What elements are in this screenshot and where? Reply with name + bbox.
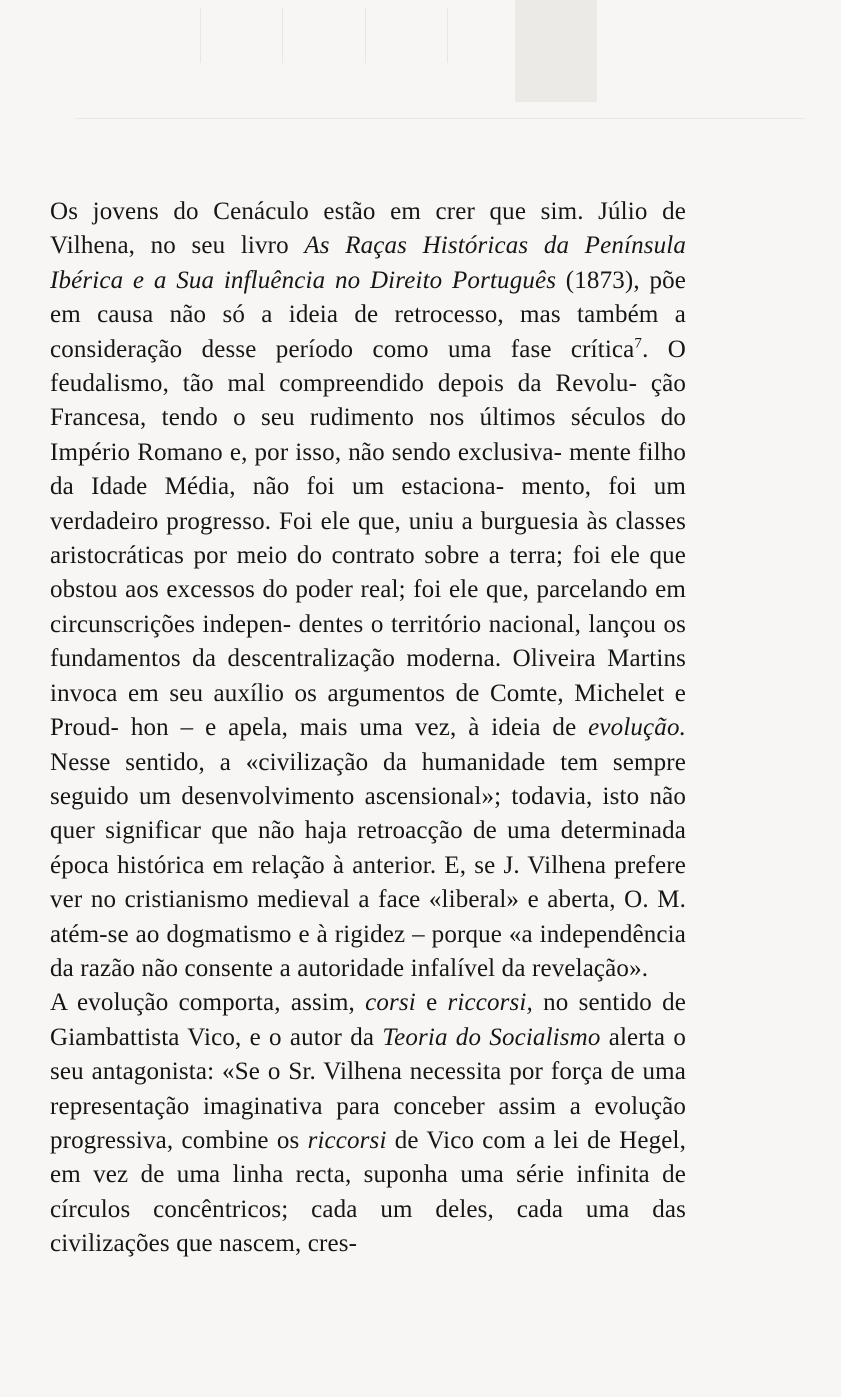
text-line: assim a evolução progressiva, combine os (50, 1092, 686, 1154)
text-line: seguido um desenvolvimento ascensional»; todavia, isto (50, 782, 640, 810)
emphasis: riccorsi, (447, 989, 533, 1017)
emphasis: riccorsi (307, 1126, 387, 1154)
text-line: alerta o seu antagonista: «Se o Sr. Vilhena necessita por (50, 1023, 686, 1086)
book-title: Ibérica e a Sua influência no Direito Português (50, 266, 557, 294)
paragraph-2 (50, 986, 686, 1261)
text-line: Os jovens do Cenáculo estão em crer que sim. Júlio de (50, 198, 686, 225)
text-line: . (642, 335, 649, 363)
text-line: determinada época histórica em relação à anterior. E, se (50, 817, 686, 879)
text-line: de (386, 1126, 419, 1154)
text-line: do Império Romano e, por isso, não sendo exclusiva- (50, 404, 686, 466)
bleed-through-rule (282, 8, 283, 63)
text-line: de Giambattista Vico, e o autor da (50, 989, 686, 1051)
text-line: Vilhena, no seu livro (50, 232, 305, 260)
footnote-marker: 7 (634, 335, 643, 352)
text-line: um deles, cada uma das civilizações que nascem, cres- (50, 1195, 686, 1258)
text-line: não quer significar que não haja retroacção de uma (50, 782, 686, 845)
text-line: a consideração desse período como uma fase crítica (50, 301, 687, 363)
text-line: mente filho da Idade Média, não foi um estaciona- (50, 438, 686, 501)
text-line: Vico com a lei de Hegel, em vez de uma linha recta, (50, 1126, 687, 1189)
text-line: e (415, 989, 448, 1017)
text-line: (1873), (556, 266, 640, 294)
text-line: no sentido (532, 989, 652, 1017)
emphasis: evolução. (588, 714, 687, 742)
text-line: ção Francesa, tendo o seu rudimento nos últimos séculos (50, 370, 686, 432)
text-line: dentes o território nacional, lançou os fundamentos da (50, 610, 686, 673)
text-line: rigidez – porque «a independência da razão não consente (50, 920, 687, 982)
bleed-through-rule (200, 8, 201, 63)
text-line: real; foi ele que, parcelando em circunscrições indepen- (50, 576, 686, 638)
text-line: põe em causa não só a ideia de retrocesso, mas também (50, 266, 686, 329)
text-line: sobre a terra; foi ele que obstou aos excessos do poder (50, 542, 686, 604)
text-line: Nesse (50, 748, 111, 776)
text-line: «liberal» e aberta, O. M. atém-se ao dogmatismo e à (50, 886, 687, 948)
emphasis: corsi (365, 989, 416, 1017)
paragraph-1 (50, 195, 686, 986)
text-line: J. Vilhena prefere ver no cristianismo medieval a face (50, 851, 686, 914)
book-title: Teoria do Socialismo (382, 1023, 601, 1051)
bleed-through-rule (447, 8, 448, 63)
text-line: hon – e apela, mais uma vez, à ideia de (130, 714, 589, 742)
text-line: O feudalismo, tão mal compreendido depois da Revolu- (50, 335, 686, 398)
text-line: sentido, a «civilização da humanidade tem sempre (125, 748, 686, 776)
text-line: suponha uma série infinita de círculos concêntricos; cada (50, 1161, 686, 1223)
page-body (50, 195, 686, 1262)
text-line: burguesia às classes aristocráticas por meio do contrato (50, 507, 687, 570)
text-line: a autoridade infalível da revelação». (279, 954, 649, 982)
bleed-through-rule (365, 8, 366, 63)
text-line: A evolução comporta, assim, (50, 989, 366, 1017)
text-line: força de uma representação imaginativa para conceber (50, 1058, 687, 1120)
bleed-through-band (515, 0, 597, 102)
text-line: seu auxílio os argumentos de Comte, Michelet e Proud- (50, 679, 686, 742)
text-line: descentralização moderna. Oliveira Martins invoca em (50, 645, 686, 707)
text-line: mento, foi um verdadeiro progresso. Foi ele que, uniu a (50, 473, 687, 535)
bleed-through-line (75, 118, 805, 119)
book-title: As Raças Históricas da Península (304, 232, 687, 260)
